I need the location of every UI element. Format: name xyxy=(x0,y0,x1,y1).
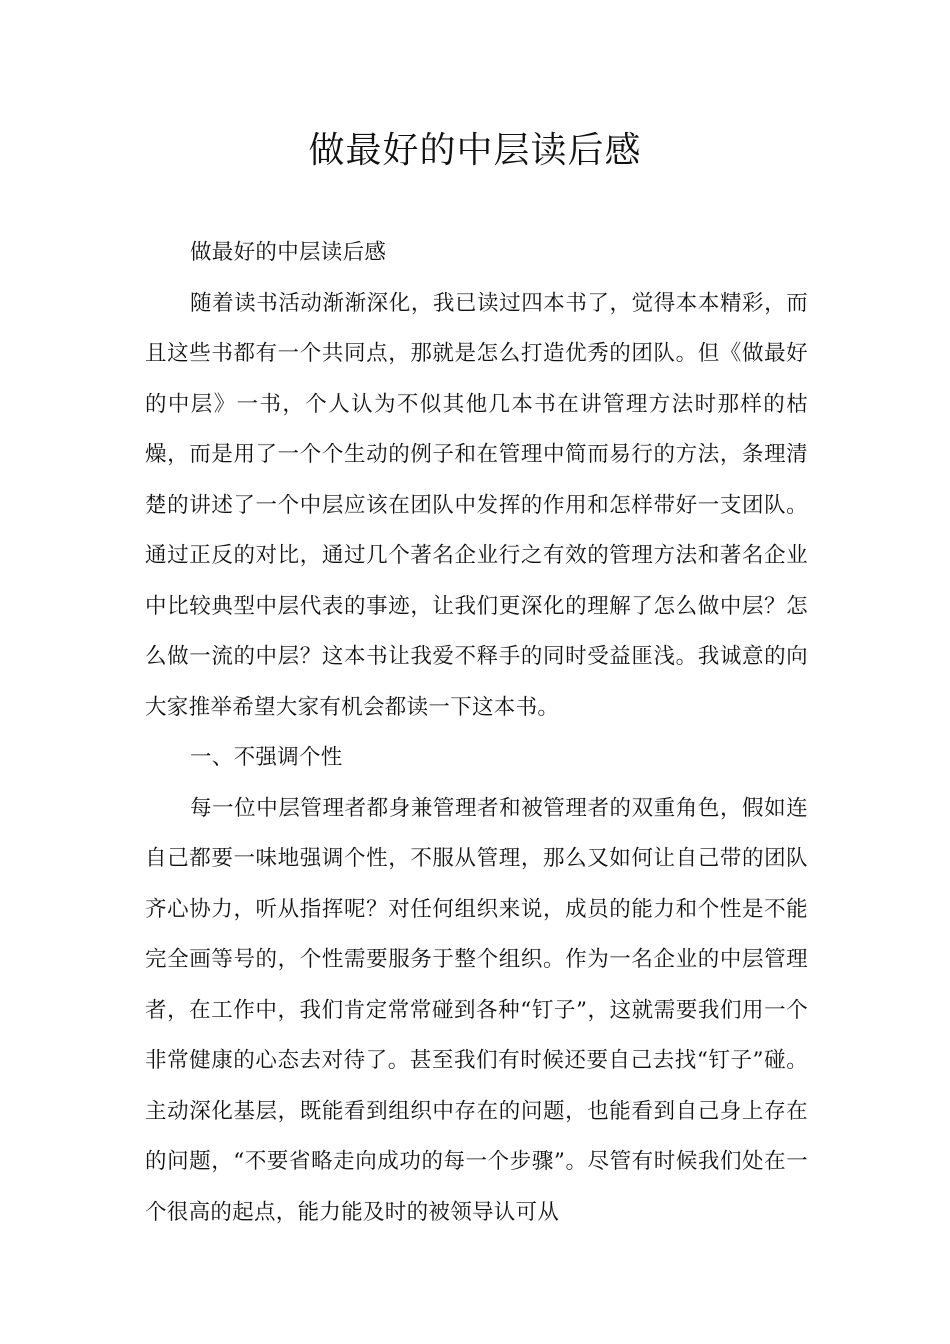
intro-paragraph: 随着读书活动渐渐深化，我已读过四本书了，觉得本本精彩，而且这些书都有一个共同点，那就是怎么打造优秀的团队。但《做最好的中层》一书，个人认为不似其他几本书在讲管理方法时那样的枯燥，而是用了一个个生动的例子和在管理中简而易行的方法，条理清楚的讲述了一个中层应该在团队中发挥的作用和怎样带好一支团队。通过正反的对比，通过几个著名企业行之有效的管理方法和著名企业中比较典型中层代表的事迹，让我们更深化的理解了怎么做中层？怎么做一流的中层？这本书让我爱不释手的同时受益匪浅。我诚意的向大家推举希望大家有机会都读一下这本书。 xyxy=(145,290,808,720)
document-body xyxy=(145,228,808,1238)
document-title: 做最好的中层读后感 xyxy=(308,130,642,171)
section-paragraph: 每一位中层管理者都身兼管理者和被管理者的双重角色，假如连自己都要一味地强调个性，不服从管理，那么又如何让自己带的团队齐心协力，听从指挥呢？对任何组织来说，成员的能力和个性是不能完全画等号的，个性需要服务于整个组织。作为一名企业的中层管理者，在工作中，我们肯定常常碰到各种“钉子”，这就需要我们用一个非常健康的心态去对待了。甚至我们有时候还要自己去找“钉子”碰。主动深化基层，既能看到组织中存在的问题，也能看到自己身上存在的问题，“不要省略走向成功的每一个步骤”。尽管有时候我们处在一个很高的起点，能力能及时的被领导认可从 xyxy=(145,795,808,1225)
section-heading: 一、不强调个性 xyxy=(190,745,343,770)
subtitle-paragraph: 做最好的中层读后感 xyxy=(190,240,387,265)
